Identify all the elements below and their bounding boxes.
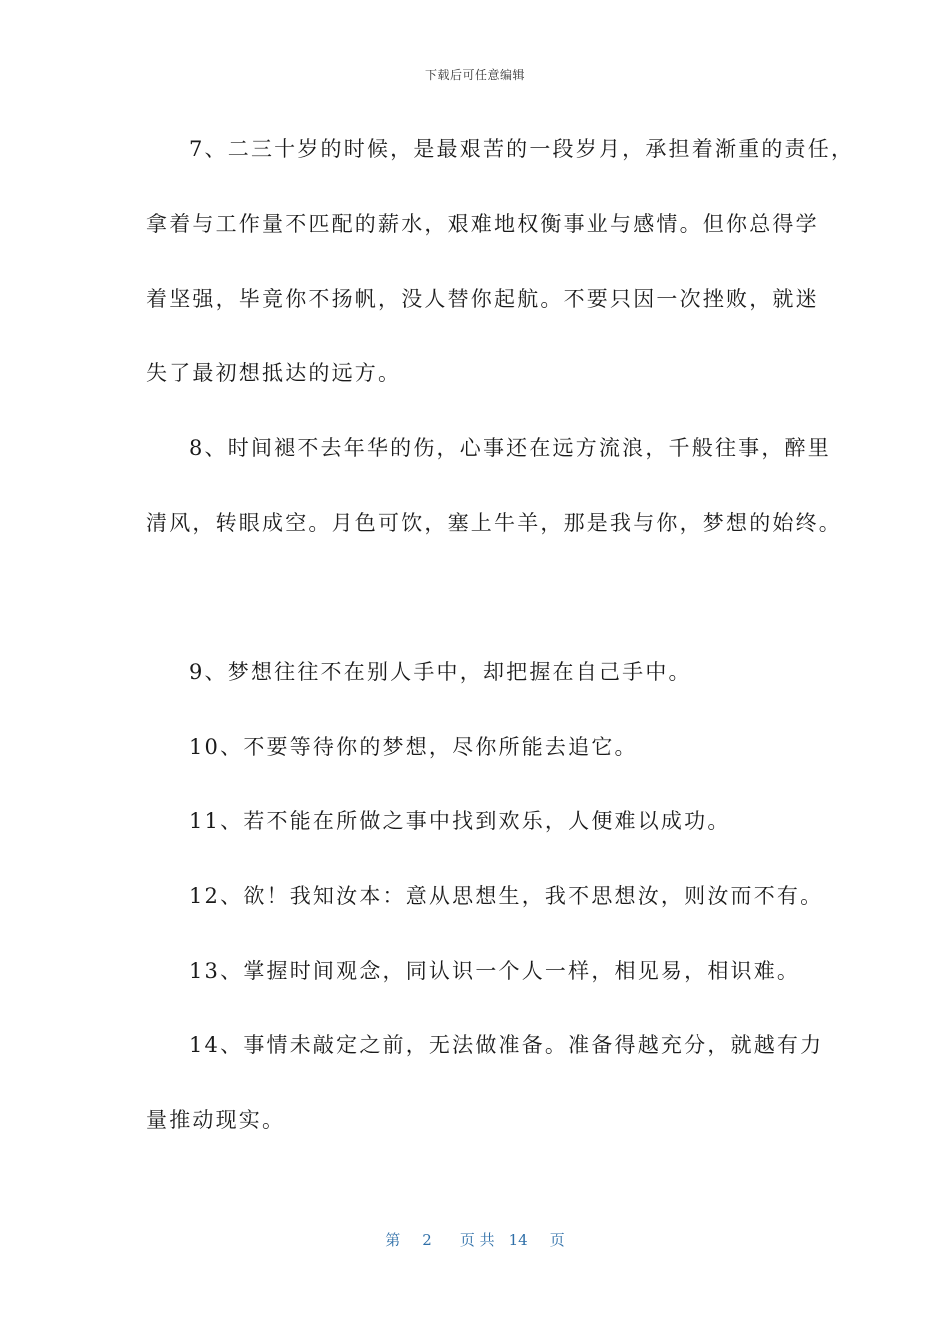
footer-total-pages: 14 [508, 1231, 528, 1249]
page-footer [0, 1229, 950, 1250]
paragraph-14-line-2: 量推动现实。 [146, 1108, 286, 1132]
paragraph-13: 13、掌握时间观念，同认识一个人一样，相见易，相识难。 [189, 959, 801, 983]
paragraph-8-line-2: 清风，转眼成空。月色可饮，塞上牛羊，那是我与你，梦想的始终。 [146, 511, 842, 535]
paragraph-8-line-1: 8、时间褪不去年华的伤，心事还在远方流浪，千般往事，醉里 [189, 436, 831, 460]
paragraph-11: 11、若不能在所做之事中找到欢乐，人便难以成功。 [189, 809, 731, 833]
page-header: 下载后可任意编辑 [424, 68, 525, 82]
footer-current-page: 2 [422, 1231, 432, 1249]
footer-suffix: 页 [549, 1231, 565, 1249]
paragraph-14-line-1: 14、事情未敲定之前，无法做准备。准备得越充分，就越有力 [189, 1033, 824, 1057]
paragraph-9: 9、梦想往往不在别人手中，却把握在自己手中。 [189, 660, 692, 684]
paragraph-7-line-2: 拿着与工作量不匹配的薪水，艰难地权衡事业与感情。但你总得学 [146, 212, 819, 236]
paragraph-7-line-3: 着坚强，毕竟你不扬帆，没人替你起航。不要只因一次挫败，就迷 [146, 287, 819, 311]
footer-middle: 页 共 [459, 1231, 495, 1249]
paragraph-12: 12、欲！我知汝本：意从思想生，我不思想汝，则汝而不有。 [189, 884, 824, 908]
paragraph-10: 10、不要等待你的梦想，尽你所能去追它。 [189, 735, 638, 759]
paragraph-7-line-4: 失了最初想抵达的远方。 [146, 361, 402, 385]
footer-prefix: 第 [385, 1231, 401, 1249]
paragraph-7-line-1: 7、二三十岁的时候，是最艰苦的一段岁月，承担着渐重的责任， [189, 137, 855, 161]
